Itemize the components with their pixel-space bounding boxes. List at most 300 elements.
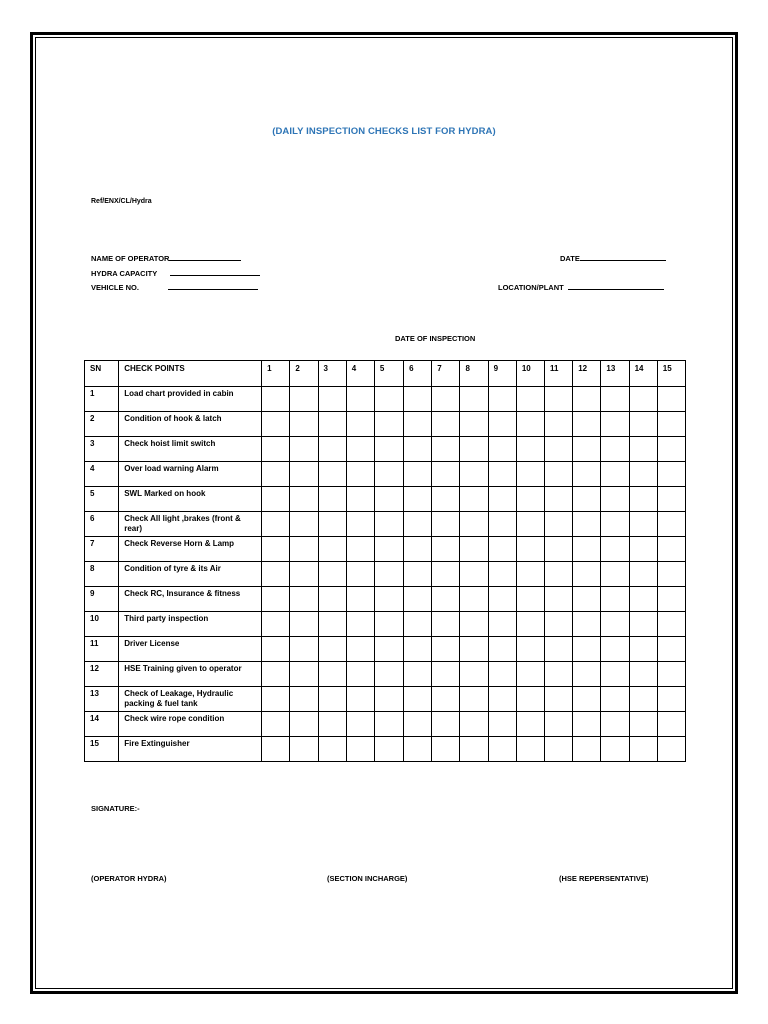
check-cell-day-9[interactable] xyxy=(488,712,516,737)
check-cell-day-4[interactable] xyxy=(346,537,374,562)
check-cell-day-14[interactable] xyxy=(629,437,657,462)
check-cell-day-11[interactable] xyxy=(545,662,573,687)
row-check-point: HSE Training given to operator xyxy=(119,662,262,687)
check-cell-day-12[interactable] xyxy=(573,387,601,412)
row-sn: 15 xyxy=(85,737,119,762)
check-cell-day-12[interactable] xyxy=(573,512,601,537)
check-cell-day-11[interactable] xyxy=(545,437,573,462)
name-of-operator-label: NAME OF OPERATOR xyxy=(91,254,170,263)
check-cell-day-15[interactable] xyxy=(657,387,685,412)
row-sn: 5 xyxy=(85,487,119,512)
check-cell-day-7[interactable] xyxy=(432,437,460,462)
check-cell-day-15[interactable] xyxy=(657,637,685,662)
check-cell-day-6[interactable] xyxy=(404,737,432,762)
check-cell-day-14[interactable] xyxy=(629,587,657,612)
check-cell-day-3[interactable] xyxy=(318,587,346,612)
check-cell-day-4[interactable] xyxy=(346,737,374,762)
check-cell-day-3[interactable] xyxy=(318,537,346,562)
check-cell-day-5[interactable] xyxy=(374,512,403,537)
check-cell-day-1[interactable] xyxy=(262,537,290,562)
check-cell-day-13[interactable] xyxy=(601,612,629,637)
check-cell-day-6[interactable] xyxy=(404,387,432,412)
vehicle-no-field xyxy=(91,281,258,292)
location-plant-field xyxy=(498,281,664,292)
row-sn: 10 xyxy=(85,612,119,637)
check-cell-day-9[interactable] xyxy=(488,562,516,587)
check-cell-day-15[interactable] xyxy=(657,662,685,687)
check-cell-day-2[interactable] xyxy=(290,687,318,712)
check-cell-day-4[interactable] xyxy=(346,512,374,537)
table-row xyxy=(85,512,686,537)
check-cell-day-14[interactable] xyxy=(629,712,657,737)
check-cell-day-3[interactable] xyxy=(318,412,346,437)
row-sn: 6 xyxy=(85,512,119,537)
check-cell-day-13[interactable] xyxy=(601,587,629,612)
check-cell-day-15[interactable] xyxy=(657,487,685,512)
header-day-2: 2 xyxy=(290,361,318,387)
check-cell-day-8[interactable] xyxy=(460,687,488,712)
check-cell-day-5[interactable] xyxy=(374,687,403,712)
check-cell-day-6[interactable] xyxy=(404,487,432,512)
check-cell-day-4[interactable] xyxy=(346,687,374,712)
check-cell-day-5[interactable] xyxy=(374,387,403,412)
check-cell-day-4[interactable] xyxy=(346,637,374,662)
check-cell-day-13[interactable] xyxy=(601,487,629,512)
check-cell-day-9[interactable] xyxy=(488,437,516,462)
check-cell-day-11[interactable] xyxy=(545,462,573,487)
check-cell-day-11[interactable] xyxy=(545,537,573,562)
vehicle-no-label: VEHICLE NO. xyxy=(91,283,139,292)
check-cell-day-14[interactable] xyxy=(629,687,657,712)
table-row xyxy=(85,387,686,412)
check-cell-day-11[interactable] xyxy=(545,637,573,662)
check-cell-day-7[interactable] xyxy=(432,662,460,687)
check-cell-day-2[interactable] xyxy=(290,512,318,537)
check-cell-day-14[interactable] xyxy=(629,612,657,637)
check-cell-day-3[interactable] xyxy=(318,512,346,537)
check-cell-day-4[interactable] xyxy=(346,587,374,612)
header-day-6: 6 xyxy=(404,361,432,387)
reference-code: Ref/ENX/CL/Hydra xyxy=(91,198,152,205)
check-cell-day-7[interactable] xyxy=(432,737,460,762)
check-cell-day-9[interactable] xyxy=(488,537,516,562)
date-field xyxy=(560,252,666,263)
check-cell-day-15[interactable] xyxy=(657,612,685,637)
table-row xyxy=(85,562,686,587)
check-cell-day-15[interactable] xyxy=(657,687,685,712)
check-cell-day-6[interactable] xyxy=(404,662,432,687)
check-cell-day-8[interactable] xyxy=(460,562,488,587)
check-cell-day-1[interactable] xyxy=(262,387,290,412)
check-cell-day-4[interactable] xyxy=(346,462,374,487)
check-cell-day-6[interactable] xyxy=(404,512,432,537)
check-cell-day-4[interactable] xyxy=(346,387,374,412)
check-cell-day-12[interactable] xyxy=(573,687,601,712)
check-cell-day-4[interactable] xyxy=(346,612,374,637)
check-cell-day-5[interactable] xyxy=(374,462,403,487)
check-cell-day-11[interactable] xyxy=(545,412,573,437)
check-cell-day-7[interactable] xyxy=(432,687,460,712)
check-cell-day-8[interactable] xyxy=(460,637,488,662)
check-cell-day-11[interactable] xyxy=(545,687,573,712)
name-of-operator-line xyxy=(169,252,241,261)
check-cell-day-11[interactable] xyxy=(545,487,573,512)
check-cell-day-8[interactable] xyxy=(460,462,488,487)
check-cell-day-9[interactable] xyxy=(488,687,516,712)
check-cell-day-10[interactable] xyxy=(516,612,544,637)
check-cell-day-1[interactable] xyxy=(262,712,290,737)
header-day-11: 11 xyxy=(545,361,573,387)
check-cell-day-8[interactable] xyxy=(460,487,488,512)
check-cell-day-6[interactable] xyxy=(404,612,432,637)
check-cell-day-10[interactable] xyxy=(516,512,544,537)
check-cell-day-10[interactable] xyxy=(516,737,544,762)
check-cell-day-8[interactable] xyxy=(460,612,488,637)
name-of-operator-field xyxy=(91,252,241,263)
check-cell-day-7[interactable] xyxy=(432,387,460,412)
check-cell-day-1[interactable] xyxy=(262,587,290,612)
check-cell-day-1[interactable] xyxy=(262,612,290,637)
check-cell-day-5[interactable] xyxy=(374,562,403,587)
check-cell-day-14[interactable] xyxy=(629,462,657,487)
check-cell-day-1[interactable] xyxy=(262,687,290,712)
row-check-point: Check of Leakage, Hydraulic packing & fuel tank xyxy=(119,687,262,712)
check-cell-day-11[interactable] xyxy=(545,562,573,587)
check-cell-day-10[interactable] xyxy=(516,712,544,737)
check-cell-day-5[interactable] xyxy=(374,587,403,612)
check-cell-day-12[interactable] xyxy=(573,587,601,612)
check-cell-day-5[interactable] xyxy=(374,612,403,637)
check-cell-day-12[interactable] xyxy=(573,487,601,512)
check-cell-day-6[interactable] xyxy=(404,687,432,712)
check-cell-day-5[interactable] xyxy=(374,437,403,462)
check-cell-day-15[interactable] xyxy=(657,512,685,537)
row-check-point: Load chart provided in cabin xyxy=(119,387,262,412)
check-cell-day-12[interactable] xyxy=(573,637,601,662)
row-sn: 7 xyxy=(85,537,119,562)
section-incharge-signatory: (SECTION INCHARGE) xyxy=(327,874,408,883)
check-cell-day-10[interactable] xyxy=(516,437,544,462)
row-check-point: Third party inspection xyxy=(119,612,262,637)
check-cell-day-12[interactable] xyxy=(573,662,601,687)
header-day-7: 7 xyxy=(432,361,460,387)
check-cell-day-9[interactable] xyxy=(488,512,516,537)
check-cell-day-13[interactable] xyxy=(601,562,629,587)
check-cell-day-2[interactable] xyxy=(290,537,318,562)
check-cell-day-9[interactable] xyxy=(488,587,516,612)
hydra-capacity-label: HYDRA CAPACITY xyxy=(91,269,158,278)
check-cell-day-8[interactable] xyxy=(460,437,488,462)
check-cell-day-9[interactable] xyxy=(488,662,516,687)
check-cell-day-3[interactable] xyxy=(318,637,346,662)
check-cell-day-7[interactable] xyxy=(432,562,460,587)
check-cell-day-6[interactable] xyxy=(404,437,432,462)
check-cell-day-15[interactable] xyxy=(657,412,685,437)
check-cell-day-1[interactable] xyxy=(262,462,290,487)
check-cell-day-7[interactable] xyxy=(432,487,460,512)
check-cell-day-9[interactable] xyxy=(488,612,516,637)
check-cell-day-3[interactable] xyxy=(318,462,346,487)
check-cell-day-14[interactable] xyxy=(629,387,657,412)
check-cell-day-12[interactable] xyxy=(573,612,601,637)
check-cell-day-8[interactable] xyxy=(460,737,488,762)
check-cell-day-12[interactable] xyxy=(573,412,601,437)
check-cell-day-7[interactable] xyxy=(432,637,460,662)
check-cell-day-12[interactable] xyxy=(573,712,601,737)
check-cell-day-4[interactable] xyxy=(346,662,374,687)
hydra-capacity-field xyxy=(91,267,260,278)
check-cell-day-9[interactable] xyxy=(488,737,516,762)
check-cell-day-13[interactable] xyxy=(601,637,629,662)
check-cell-day-14[interactable] xyxy=(629,537,657,562)
check-cell-day-8[interactable] xyxy=(460,537,488,562)
check-cell-day-7[interactable] xyxy=(432,612,460,637)
check-cell-day-13[interactable] xyxy=(601,462,629,487)
check-cell-day-3[interactable] xyxy=(318,437,346,462)
check-cell-day-10[interactable] xyxy=(516,387,544,412)
row-check-point: Check wire rope condition xyxy=(119,712,262,737)
check-cell-day-1[interactable] xyxy=(262,562,290,587)
check-cell-day-9[interactable] xyxy=(488,487,516,512)
hydra-capacity-line xyxy=(170,267,260,276)
check-cell-day-9[interactable] xyxy=(488,412,516,437)
check-cell-day-2[interactable] xyxy=(290,387,318,412)
check-cell-day-14[interactable] xyxy=(629,737,657,762)
check-cell-day-12[interactable] xyxy=(573,437,601,462)
check-cell-day-5[interactable] xyxy=(374,412,403,437)
location-plant-line xyxy=(568,281,664,290)
row-check-point: Condition of tyre & its Air xyxy=(119,562,262,587)
check-cell-day-12[interactable] xyxy=(573,537,601,562)
row-check-point: Check All light ,brakes (front & rear) xyxy=(119,512,262,537)
check-cell-day-10[interactable] xyxy=(516,537,544,562)
check-cell-day-7[interactable] xyxy=(432,537,460,562)
check-cell-day-8[interactable] xyxy=(460,712,488,737)
header-day-3: 3 xyxy=(318,361,346,387)
check-cell-day-13[interactable] xyxy=(601,512,629,537)
check-cell-day-2[interactable] xyxy=(290,412,318,437)
check-cell-day-6[interactable] xyxy=(404,712,432,737)
check-cell-day-2[interactable] xyxy=(290,437,318,462)
header-check-points: CHECK POINTS xyxy=(119,361,262,387)
table-header-row xyxy=(85,361,686,387)
row-sn: 1 xyxy=(85,387,119,412)
check-cell-day-3[interactable] xyxy=(318,612,346,637)
check-cell-day-8[interactable] xyxy=(460,587,488,612)
check-cell-day-6[interactable] xyxy=(404,537,432,562)
check-cell-day-1[interactable] xyxy=(262,637,290,662)
check-cell-day-2[interactable] xyxy=(290,562,318,587)
check-cell-day-15[interactable] xyxy=(657,537,685,562)
table-row xyxy=(85,612,686,637)
row-sn: 12 xyxy=(85,662,119,687)
check-cell-day-2[interactable] xyxy=(290,737,318,762)
header-day-1: 1 xyxy=(262,361,290,387)
table-row xyxy=(85,687,686,712)
table-row xyxy=(85,487,686,512)
table-row xyxy=(85,712,686,737)
check-cell-day-7[interactable] xyxy=(432,462,460,487)
check-cell-day-10[interactable] xyxy=(516,462,544,487)
table-row xyxy=(85,662,686,687)
check-cell-day-11[interactable] xyxy=(545,712,573,737)
vehicle-no-line xyxy=(168,281,258,290)
table-row xyxy=(85,587,686,612)
table-row xyxy=(85,537,686,562)
check-cell-day-3[interactable] xyxy=(318,712,346,737)
check-cell-day-4[interactable] xyxy=(346,412,374,437)
row-check-point: Check hoist limit switch xyxy=(119,437,262,462)
check-cell-day-10[interactable] xyxy=(516,487,544,512)
check-cell-day-13[interactable] xyxy=(601,662,629,687)
check-cell-day-11[interactable] xyxy=(545,587,573,612)
check-cell-day-2[interactable] xyxy=(290,462,318,487)
check-cell-day-8[interactable] xyxy=(460,662,488,687)
row-sn: 9 xyxy=(85,587,119,612)
check-cell-day-3[interactable] xyxy=(318,662,346,687)
header-day-4: 4 xyxy=(346,361,374,387)
check-cell-day-13[interactable] xyxy=(601,387,629,412)
check-cell-day-10[interactable] xyxy=(516,412,544,437)
header-day-9: 9 xyxy=(488,361,516,387)
check-cell-day-11[interactable] xyxy=(545,612,573,637)
check-cell-day-4[interactable] xyxy=(346,437,374,462)
check-cell-day-14[interactable] xyxy=(629,662,657,687)
check-cell-day-7[interactable] xyxy=(432,412,460,437)
check-cell-day-2[interactable] xyxy=(290,662,318,687)
check-cell-day-14[interactable] xyxy=(629,412,657,437)
check-cell-day-10[interactable] xyxy=(516,687,544,712)
check-cell-day-15[interactable] xyxy=(657,737,685,762)
check-cell-day-15[interactable] xyxy=(657,562,685,587)
row-check-point: Driver License xyxy=(119,637,262,662)
row-sn: 4 xyxy=(85,462,119,487)
row-sn: 8 xyxy=(85,562,119,587)
check-cell-day-10[interactable] xyxy=(516,587,544,612)
check-cell-day-10[interactable] xyxy=(516,662,544,687)
check-cell-day-14[interactable] xyxy=(629,512,657,537)
check-cell-day-4[interactable] xyxy=(346,487,374,512)
row-check-point: Condition of hook & latch xyxy=(119,412,262,437)
check-cell-day-3[interactable] xyxy=(318,687,346,712)
check-cell-day-1[interactable] xyxy=(262,437,290,462)
check-cell-day-6[interactable] xyxy=(404,412,432,437)
header-day-13: 13 xyxy=(601,361,629,387)
check-cell-day-6[interactable] xyxy=(404,637,432,662)
row-sn: 3 xyxy=(85,437,119,462)
check-cell-day-3[interactable] xyxy=(318,562,346,587)
check-cell-day-4[interactable] xyxy=(346,712,374,737)
check-cell-day-5[interactable] xyxy=(374,487,403,512)
check-cell-day-5[interactable] xyxy=(374,537,403,562)
check-cell-day-7[interactable] xyxy=(432,587,460,612)
date-label: DATE xyxy=(560,254,580,263)
check-cell-day-9[interactable] xyxy=(488,387,516,412)
check-cell-day-10[interactable] xyxy=(516,562,544,587)
check-cell-day-13[interactable] xyxy=(601,737,629,762)
check-cell-day-2[interactable] xyxy=(290,612,318,637)
check-cell-day-1[interactable] xyxy=(262,412,290,437)
check-cell-day-9[interactable] xyxy=(488,637,516,662)
table-row xyxy=(85,412,686,437)
check-cell-day-13[interactable] xyxy=(601,412,629,437)
check-cell-day-2[interactable] xyxy=(290,487,318,512)
check-cell-day-2[interactable] xyxy=(290,712,318,737)
check-cell-day-8[interactable] xyxy=(460,387,488,412)
check-cell-day-12[interactable] xyxy=(573,562,601,587)
check-cell-day-15[interactable] xyxy=(657,712,685,737)
check-cell-day-13[interactable] xyxy=(601,687,629,712)
row-check-point: Over load warning Alarm xyxy=(119,462,262,487)
check-cell-day-1[interactable] xyxy=(262,512,290,537)
check-cell-day-2[interactable] xyxy=(290,587,318,612)
check-cell-day-7[interactable] xyxy=(432,512,460,537)
check-cell-day-3[interactable] xyxy=(318,487,346,512)
table-row xyxy=(85,437,686,462)
header-day-14: 14 xyxy=(629,361,657,387)
check-cell-day-14[interactable] xyxy=(629,637,657,662)
row-check-point: Fire Extinguisher xyxy=(119,737,262,762)
check-cell-day-5[interactable] xyxy=(374,662,403,687)
row-sn: 13 xyxy=(85,687,119,712)
header-sn: SN xyxy=(85,361,119,387)
row-check-point: Check RC, Insurance & fitness xyxy=(119,587,262,612)
check-cell-day-8[interactable] xyxy=(460,412,488,437)
check-cell-day-3[interactable] xyxy=(318,387,346,412)
row-sn: 14 xyxy=(85,712,119,737)
check-cell-day-11[interactable] xyxy=(545,737,573,762)
check-cell-day-10[interactable] xyxy=(516,637,544,662)
check-cell-day-14[interactable] xyxy=(629,487,657,512)
check-cell-day-13[interactable] xyxy=(601,437,629,462)
check-cell-day-7[interactable] xyxy=(432,712,460,737)
check-cell-day-1[interactable] xyxy=(262,662,290,687)
header-day-15: 15 xyxy=(657,361,685,387)
check-cell-day-5[interactable] xyxy=(374,712,403,737)
check-cell-day-6[interactable] xyxy=(404,587,432,612)
check-cell-day-13[interactable] xyxy=(601,537,629,562)
check-cell-day-8[interactable] xyxy=(460,512,488,537)
check-cell-day-3[interactable] xyxy=(318,737,346,762)
check-cell-day-11[interactable] xyxy=(545,387,573,412)
check-cell-day-4[interactable] xyxy=(346,562,374,587)
check-cell-day-15[interactable] xyxy=(657,462,685,487)
document-title: (DAILY INSPECTION CHECKS LIST FOR HYDRA) xyxy=(272,126,496,137)
operator-hydra-signatory: (OPERATOR HYDRA) xyxy=(91,874,167,883)
check-cell-day-6[interactable] xyxy=(404,562,432,587)
check-cell-day-5[interactable] xyxy=(374,737,403,762)
check-cell-day-14[interactable] xyxy=(629,562,657,587)
check-cell-day-15[interactable] xyxy=(657,437,685,462)
location-plant-label: LOCATION/PLANT xyxy=(498,283,564,292)
table-row xyxy=(85,637,686,662)
check-cell-day-13[interactable] xyxy=(601,712,629,737)
check-cell-day-9[interactable] xyxy=(488,462,516,487)
header-day-10: 10 xyxy=(516,361,544,387)
check-cell-day-1[interactable] xyxy=(262,487,290,512)
check-cell-day-12[interactable] xyxy=(573,737,601,762)
row-sn: 2 xyxy=(85,412,119,437)
check-cell-day-2[interactable] xyxy=(290,637,318,662)
check-cell-day-6[interactable] xyxy=(404,462,432,487)
check-cell-day-12[interactable] xyxy=(573,462,601,487)
row-check-point: SWL Marked on hook xyxy=(119,487,262,512)
check-cell-day-15[interactable] xyxy=(657,587,685,612)
check-cell-day-1[interactable] xyxy=(262,737,290,762)
header-day-8: 8 xyxy=(460,361,488,387)
check-cell-day-5[interactable] xyxy=(374,637,403,662)
check-cell-day-11[interactable] xyxy=(545,512,573,537)
